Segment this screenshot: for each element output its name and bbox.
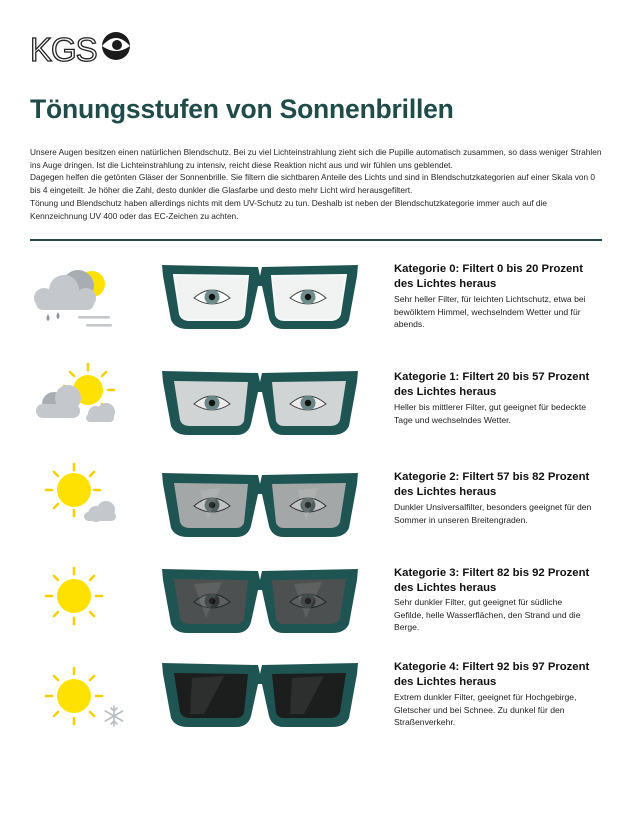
category-description: Heller bis mittlerer Filter, gut geeignet für bedeckte Tage und wechselndes Wetter. [394,402,587,425]
intro-text [30,146,602,222]
intro-paragraph: Dagegen helfen die getönten Gläser der Sonnenbrille. Sie filtern die sichtbaren Anteile des Lichts und sind in Blendschutzkategorien auf einer Skala von 0 bis 4 eingeteilt. Je höher die Zahl, desto dunkler die Glasfarbe und desto mehr Licht wird herausgefiltert. [30,172,596,196]
intro-paragraph: Tönung und Blendschutz haben allerdings nichts mit dem UV-Schutz zu tun. Deshalb ist neben der Blendschutzkategorie immer auch auf die Kennzeichnung UV 400 oder das EC-Zeichen zu achten. [30,197,548,221]
cloudy-rain-icon [34,264,124,344]
category-row-0 [0,262,630,362]
intro-paragraph: Unsere Augen besitzen einen natürlichen Blendschutz. Bei zu viel Lichteinstrahlung zieht sich die Pupille automatisch zusammen, so dass weniger Strahlen ins Auge dringen. Ist die Lichteinstrahlung zu intensiv, reicht diese Reaktion nicht aus und wir fühlen uns geblendet. [30,147,602,170]
sun-snowflake-icon [34,664,124,744]
category-title: Kategorie 3: Filtert 82 bis 92 Prozent des Lichtes heraus [394,567,590,594]
sunglasses-cat3 [160,566,360,636]
category-title: Kategorie 4: Filtert 92 bis 97 Prozent des Lichtes heraus [394,661,590,688]
category-description: Dunkler Unsiversalfilter, besonders geeignet für den Sommer in unseren Breitengraden. [394,502,592,525]
category-title: Kategorie 1: Filtert 20 bis 57 Prozent des Lichtes heraus [394,371,590,398]
snowflake-icon [105,706,122,726]
sunglasses-cat4 [160,660,360,730]
logo-text: KGS [30,31,97,68]
sun-small-cloud-icon [34,462,124,542]
sunglasses-cat2 [160,470,360,540]
category-row-4 [0,660,630,760]
category-row-2 [0,470,630,570]
page-title: Tönungsstufen von Sonnenbrillen [30,94,454,124]
bright-sun-icon [34,564,124,644]
category-row-1 [0,368,630,468]
kgs-logo [30,28,140,68]
sunglasses-cat1 [160,368,360,438]
category-title: Kategorie 0: Filtert 0 bis 20 Prozent des Lichtes heraus [394,263,583,290]
category-description: Sehr heller Filter, für leichten Lichtschutz, etwa bei bewölktem Himmel, wechselndem Wetter und für abends. [394,294,586,330]
category-title: Kategorie 2: Filtert 57 bis 82 Prozent des Lichtes heraus [394,471,590,498]
category-description: Sehr dunkler Filter, gut geeignet für südliche Gefilde, helle Wasserflächen, den Strand und die Berge. [394,597,581,633]
category-description: Extrem dunkler Filter, geeignet für Hochgebirge, Gletscher und bei Schnee. Zu dunkel für den Straßenverkehr. [394,692,577,728]
category-row-3 [0,566,630,666]
sunglasses-cat0 [160,262,360,332]
eye-logo-icon [102,32,130,60]
divider [30,239,602,241]
sun-behind-cloud-icon [34,360,124,440]
